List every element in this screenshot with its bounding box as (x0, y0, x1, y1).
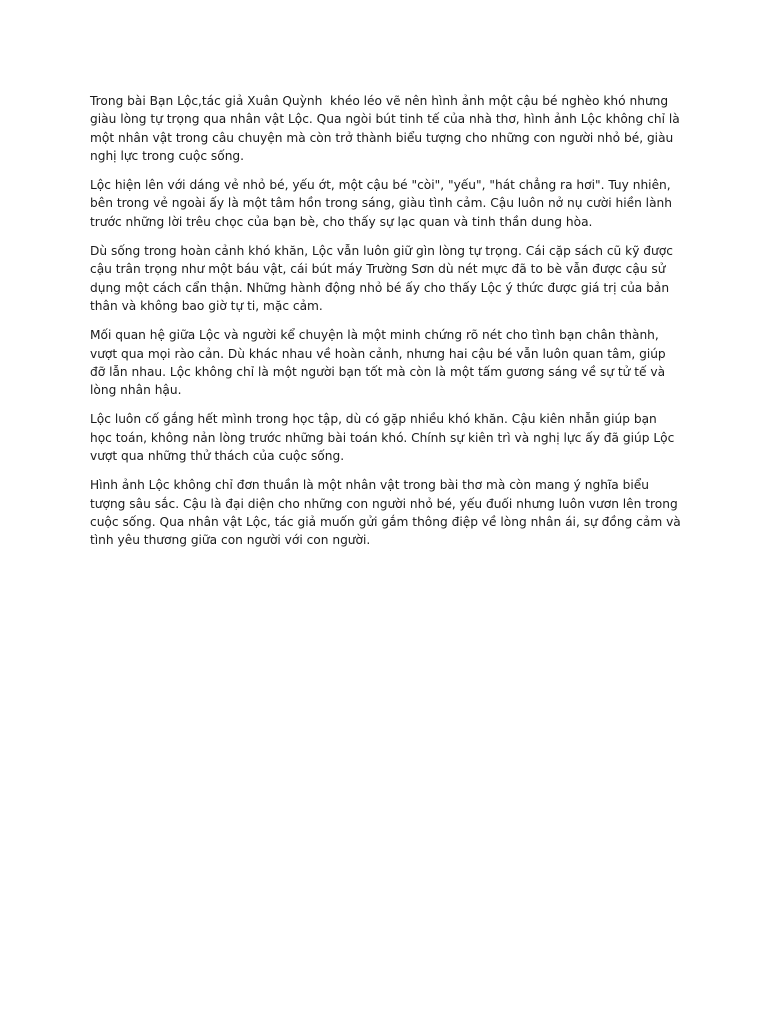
paragraph-6: Hình ảnh Lộc không chỉ đơn thuần là một nhân vật trong bài thơ mà còn mang ý nghĩa biểu tượng sâu sắc. Cậu là đại diện cho những con người nhỏ bé, yếu đuối nhưng luôn vươn lên trong cuộc sống. Qua nhân vật Lộc, tác giả muốn gửi gắm thông điệp về lòng nhân ái, sự đồng cảm và tình yêu thương giữa con người với con người. (90, 478, 685, 548)
paragraph-4: Mối quan hệ giữa Lộc và người kể chuyện là một minh chứng rõ nét cho tình bạn chân thành, vượt qua mọi rào cản. Dù khác nhau về hoàn cảnh, nhưng hai cậu bé vẫn luôn quan tâm, giúp đỡ lẫn nhau. Lộc không chỉ là một người bạn tốt mà còn là một tấm gương sáng về sự tử tế và lòng nhân hậu. (90, 328, 670, 398)
document-body (90, 92, 685, 561)
paragraph-2: Lộc hiện lên với dáng vẻ nhỏ bé, yếu ớt, một cậu bé "còi", "yếu", "hát chẳng ra hơi". Tuy nhiên, bên trong vẻ ngoài ấy là một tâm hồn trong sáng, giàu tình cảm. Cậu luôn nở nụ cười hiền lành trước những lời trêu chọc của bạn bè, cho thấy sự lạc quan và tinh thần dung hòa. (90, 178, 676, 229)
paragraph-5: Lộc luôn cố gắng hết mình trong học tập, dù có gặp nhiều khó khăn. Cậu kiên nhẫn giúp bạn học toán, không nản lòng trước những bài toán khó. Chính sự kiên trì và nghị lực ấy đã giúp Lộc vượt qua những thử thách của cuộc sống. (90, 412, 679, 464)
paragraph-1: Trong bài Bạn Lộc,tác giả Xuân Quỳnh khéo léo vẽ nên hình ảnh một cậu bé nghèo khó nhưng giàu lòng tự trọng qua nhân vật Lộc. Qua ngòi bút tinh tế của nhà thơ, hình ảnh Lộc không chỉ là một nhân vật trong câu chuyện mà còn trở thành biểu tượng cho những con người nhỏ bé, giàu nghị lực trong cuộc sống. (90, 94, 684, 163)
paragraph-3: Dù sống trong hoàn cảnh khó khăn, Lộc vẫn luôn giữ gìn lòng tự trọng. Cái cặp sách cũ kỹ được cậu trân trọng như một báu vật, cái bút máy Trường Sơn dù nét mực đã to bè vẫn được cậu sử dụng một cách cẩn thận. Những hành động nhỏ bé ấy cho thấy Lộc ý thức được giá trị của bản thân và không bao giờ tự ti, mặc cảm. (90, 244, 677, 313)
